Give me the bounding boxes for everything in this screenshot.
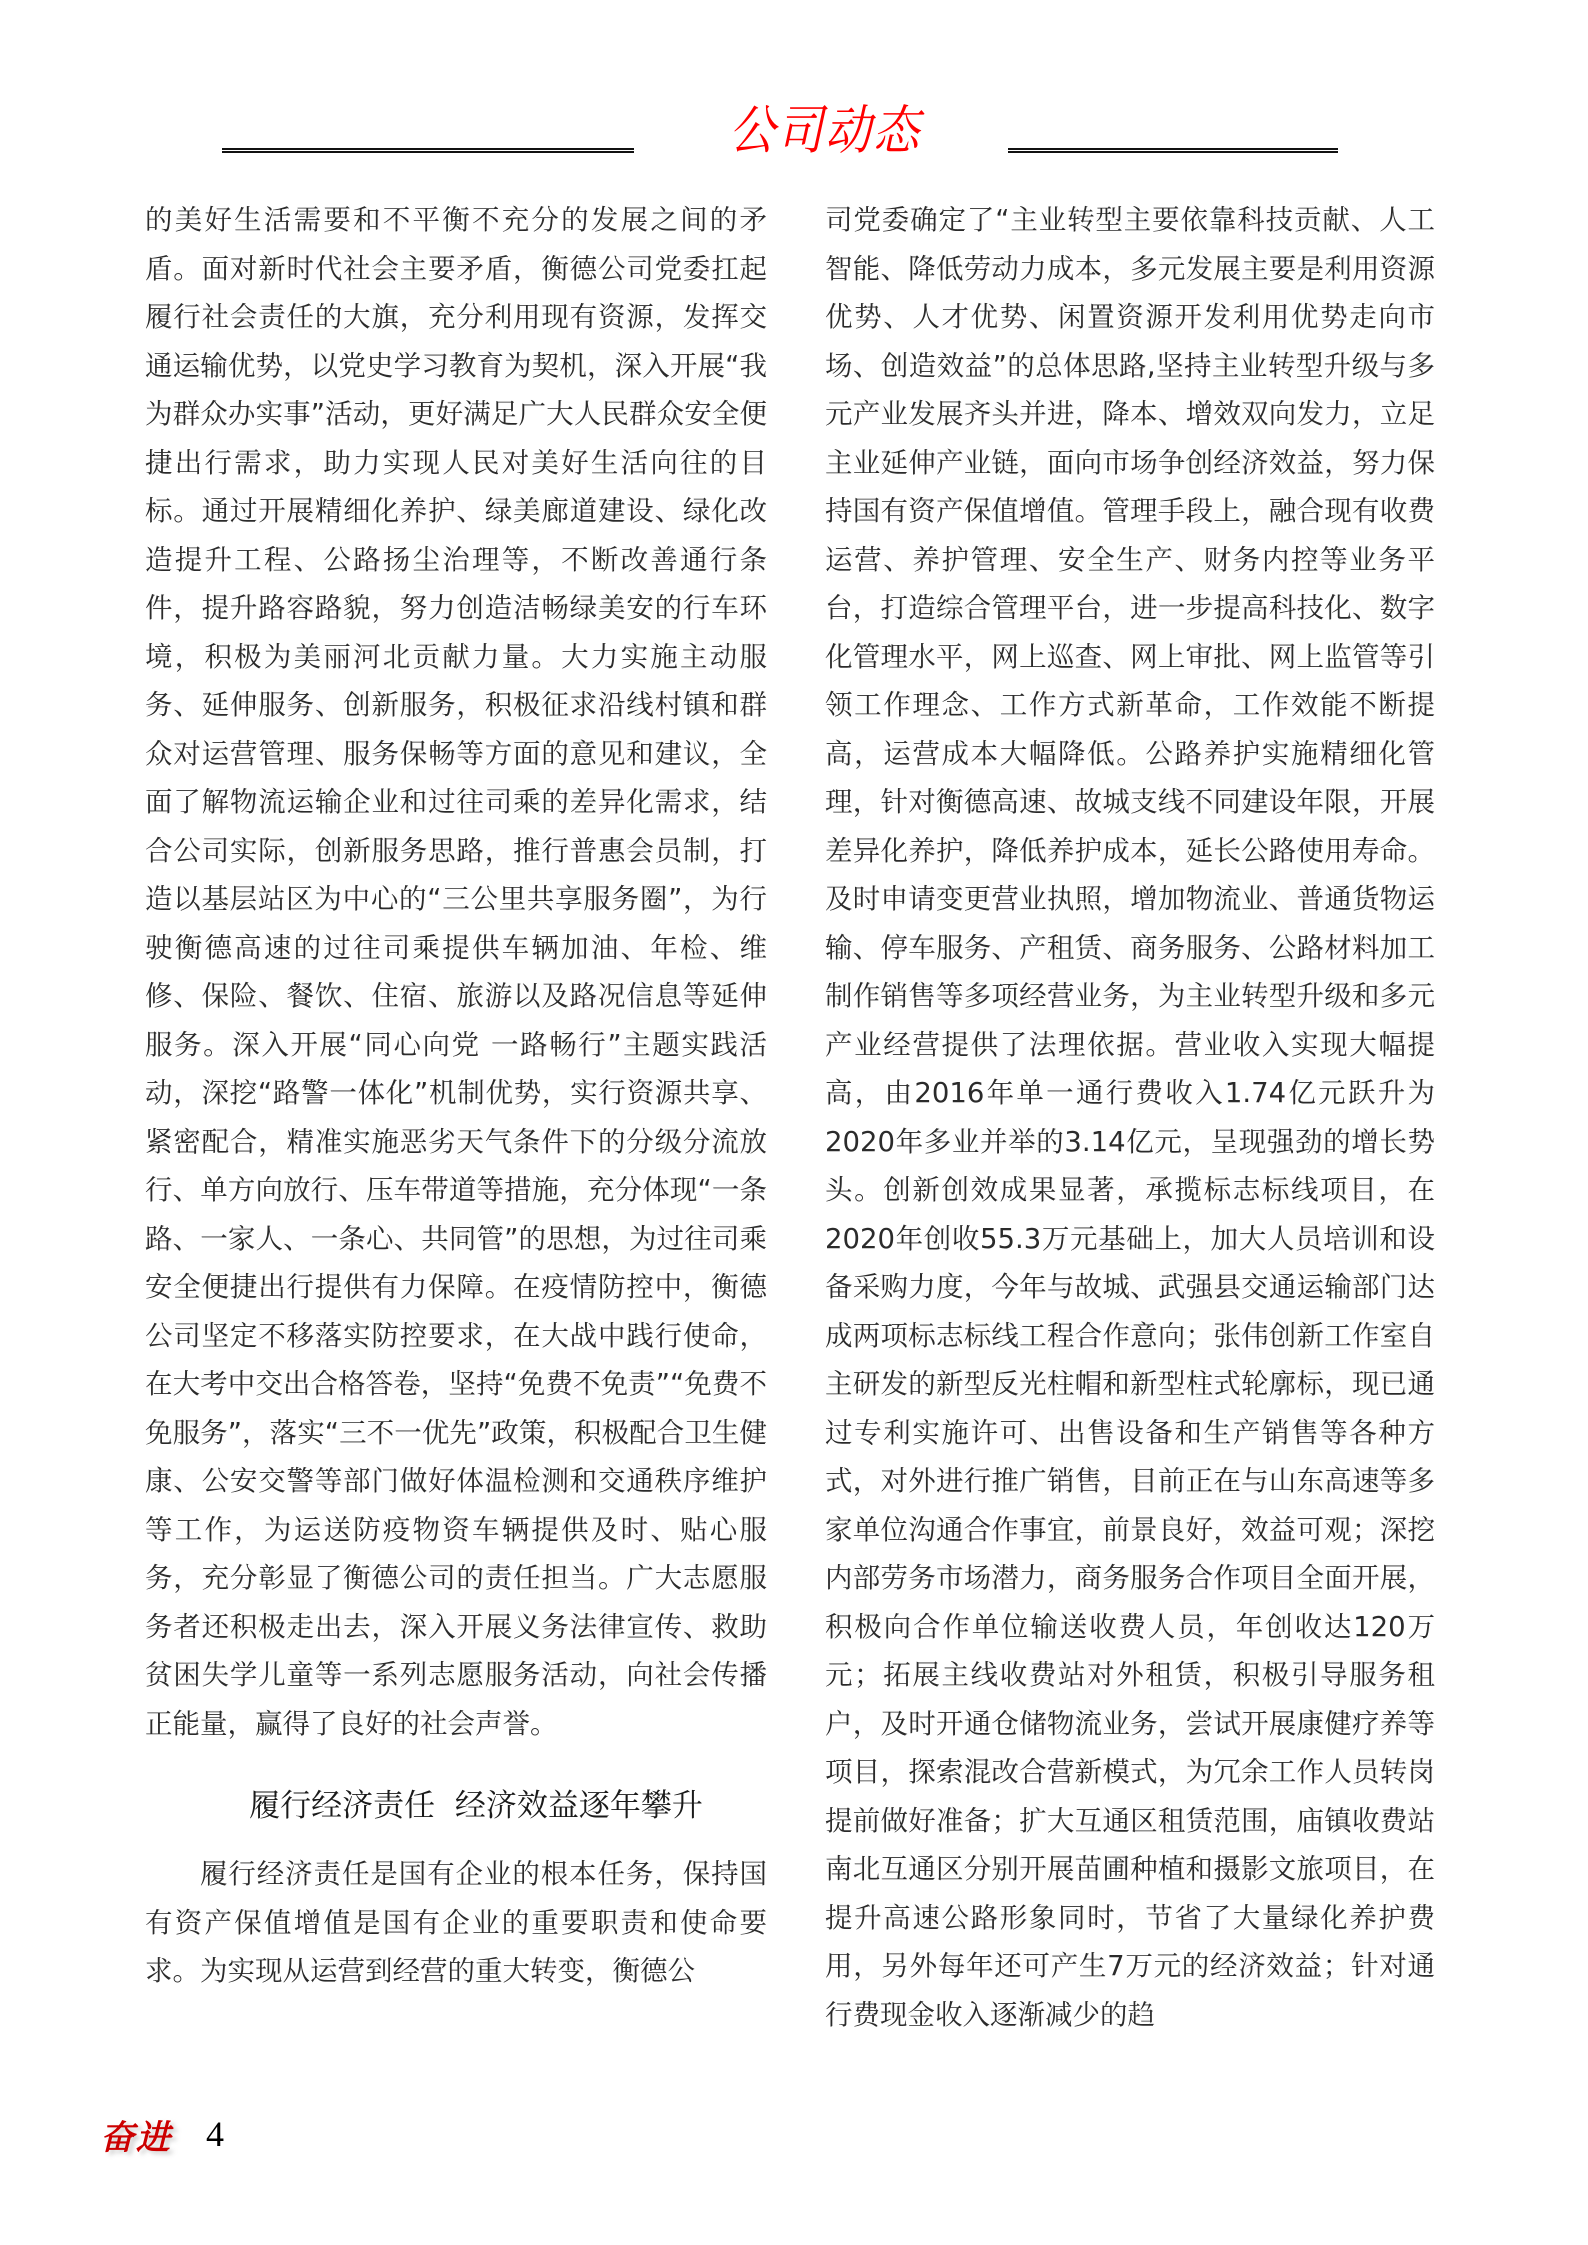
right-column (825, 196, 1435, 2039)
left-paragraph-1: 的美好生活需要和不平衡不充分的发展之间的矛盾。面对新时代社会主要矛盾，衡德公司党委扛起履行社会责任的大旗，充分利用现有资源，发挥交通运输优势，以党史学习教育为契机，深入开展“我为群众办实事”活动，更好满足广大人民群众安全便捷出行需求，助力实现人民对美好生活向往的目标。通过开展精细化养护、绿美廊道建设、绿化改造提升工程、公路扬尘治理等，不断改善通行条件，提升路容路貌，努力创造洁畅绿美安的行车环境，积极为美丽河北贡献力量。大力实施主动服务、延伸服务、创新服务，积极征求沿线村镇和群众对运营管理、服务保畅等方面的意见和建议，全面了解物流运输企业和过往司乘的差异化需求，结合公司实际，创新服务思路，推行普惠会员制，打造以基层站区为中心的“三公里共享服务圈”，为行驶衡德高速的过往司乘提供车辆加油、年检、维修、保险、餐饮、住宿、旅游以及路况信息等延伸服务。深入开展“同心向党 一路畅行”主题实践活动，深挖“路警一体化”机制优势，实行资源共享、紧密配合，精准实施恶劣天气条件下的分级分流放行、单方向放行、压车带道等措施，充分体现“一条路、一家人、一条心、共同管”的思想，为过往司乘安全便捷出行提供有力保障。在疫情防控中，衡德公司坚定不移落实防控要求，在大战中践行使命，在大考中交出合格答卷，坚持“免费不免责”“免费不免服务”，落实“三不一优先”政策，积极配合卫生健康、公安交警等部门做好体温检测和交通秩序维护等工作，为运送防疫物资车辆提供及时、贴心服务，充分彰显了衡德公司的责任担当。广大志愿服务者还积极走出去，深入开展义务法律宣传、救助贫困失学儿童等一系列志愿服务活动，向社会传播正能量，赢得了良好的社会声誉。 (145, 204, 767, 1740)
magazine-logo: 奋进 (100, 2117, 172, 2158)
left-column (145, 196, 767, 1996)
subheading: 履行经济责任 经济效益逐年攀升 (249, 1788, 703, 1824)
header-rule-right (1008, 148, 1338, 153)
section-title: 公司动态 (729, 98, 921, 162)
left-paragraph-2: 履行经济责任是国有企业的根本任务，保持国有资产保值增值是国有企业的重要职责和使命要求。为实现从运营到经营的重大转变，衡德公 (145, 1858, 767, 1987)
header-rule-left (222, 148, 634, 153)
right-paragraph-1: 司党委确定了“主业转型主要依靠科技贡献、人工智能、降低劳动力成本，多元发展主要是利用资源优势、人才优势、闲置资源开发利用优势走向市场、创造效益”的总体思路,坚持主业转型升级与多元产业发展齐头并进，降本、增效双向发力，立足主业延伸产业链，面向市场争创经济效益，努力保持国有资产保值增值。管理手段上，融合现有收费运营、养护管理、安全生产、财务内控等业务平台，打造综合管理平台，进一步提高科技化、数字化管理水平，网上巡查、网上审批、网上监管等引领工作理念、工作方式新革命，工作效能不断提高，运营成本大幅降低。公路养护实施精细化管理，针对衡德高速、故城支线不同建设年限，开展差异化养护，降低养护成本，延长公路使用寿命。及时申请变更营业执照，增加物流业、普通货物运输、停车服务、产租赁、商务服务、公路材料加工制作销售等多项经营业务，为主业转型升级和多元产业经营提供了法理依据。营业收入实现大幅提高，由2016年单一通行费收入1.74亿元跃升为2020年多业并举的3.14亿元，呈现强劲的增长势头。创新创效成果显著，承揽标志标线项目，在2020年创收55.3万元基础上，加大人员培训和设备采购力度，今年与故城、武强县交通运输部门达成两项标志标线工程合作意向；张伟创新工作室自主研发的新型反光柱帽和新型柱式轮廓标，现已通过专利实施许可、出售设备和生产销售等各种方式，对外进行推广销售，目前正在与山东高速等多家单位沟通合作事宜，前景良好，效益可观；深挖内部劳务市场潜力，商务服务合作项目全面开展，积极向合作单位输送收费人员，年创收达120万元；拓展主线收费站对外租赁，积极引导服务租户，及时开通仓储物流业务，尝试开展康健疗养等项目，探索混改合营新模式，为冗余工作人员转岗提前做好准备；扩大互通区租赁范围，庙镇收费站南北互通区分别开展苗圃种植和摄影文旅项目，在提升高速公路形象同时，节省了大量绿化养护费用，另外每年还可产生7万元的经济效益；针对通行费现金收入逐渐减少的趋 (825, 204, 1435, 2031)
page-footer (100, 2104, 224, 2164)
page-number: 4 (206, 2114, 224, 2154)
